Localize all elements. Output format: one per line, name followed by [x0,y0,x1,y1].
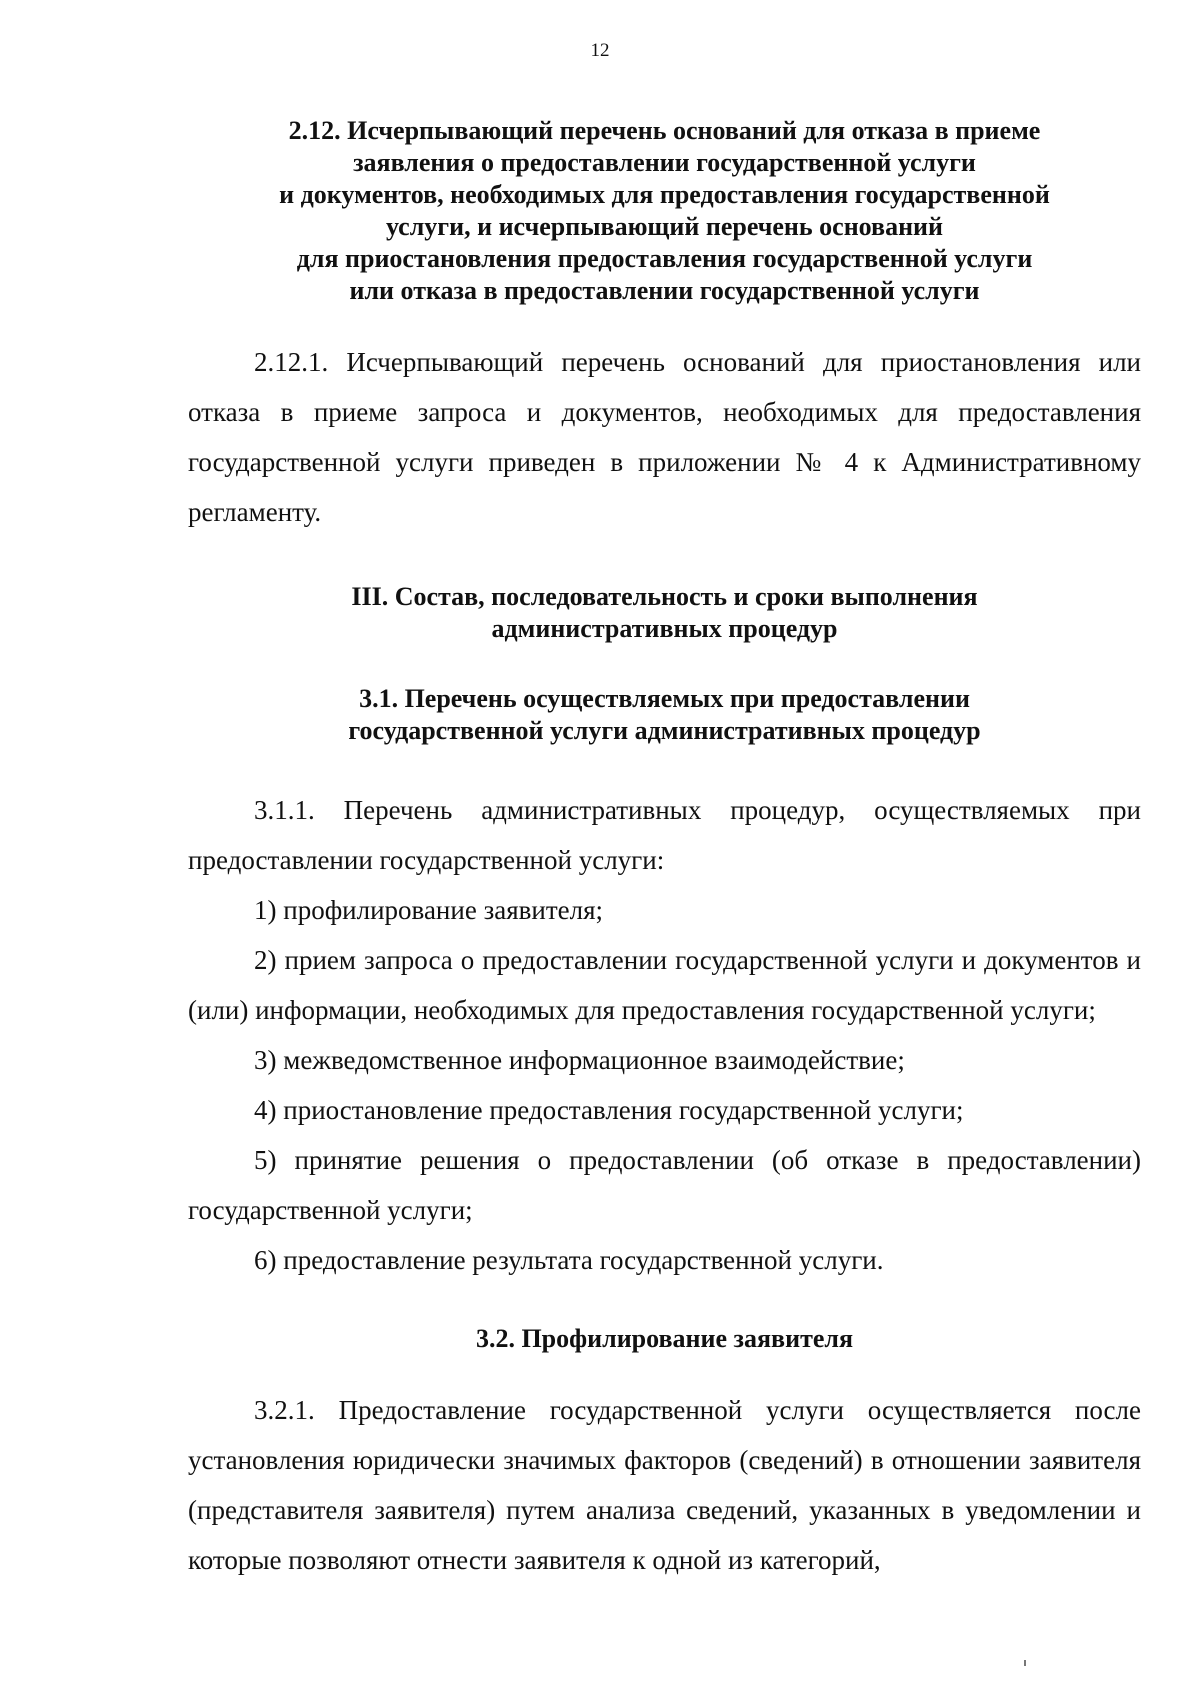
paragraph-3-2-1: 3.2.1. Предоставление государственной услуги осуществляется после установления юридически значимых факторов (сведений) в отношении заявителя (представителя заявителя) путем анализа сведений, указанных в уведомлении и которые позволяют отнести заявителя к одной из категорий, [188,1395,1141,1575]
scan-artifact [1024,1660,1026,1666]
document-body [188,115,1141,1585]
heading-line: услуги, и исчерпывающий перечень оснований [385,212,944,241]
section-3-1-heading [188,683,1141,747]
heading-line: или отказа в предоставлении государственной услуги [349,276,980,305]
list-item: 5) принятие решения о предоставлении (об отказе в предоставлении) государственной услуги; [188,1145,1141,1225]
list-item: 4) приостановление предоставления государственной услуги; [254,1095,964,1125]
list-item: 3) межведомственное информационное взаимодействие; [254,1045,905,1075]
section-2-12-heading [188,115,1141,307]
paragraph-2-12-1: 2.12.1. Исчерпывающий перечень оснований для приостановления или отказа в приеме запроса и документов, необходимых для предоставления государственной услуги приведен в приложении № 4 к Административному регламенту. [188,347,1141,527]
paragraph-3-1-1: 3.1.1. Перечень административных процедур, осуществляемых при предоставлении государственной услуги: [188,795,1141,875]
heading-line: для приостановления предоставления государственной услуги [296,244,1033,273]
heading-line: 3.1. Перечень осуществляемых при предоставлении [359,684,970,713]
heading-line: заявления о предоставлении государственной услуги [353,148,976,177]
heading-line: административных процедур [491,614,838,643]
list-item: 1) профилирование заявителя; [254,895,604,925]
section-3-2-heading: 3.2. Профилирование заявителя [475,1324,854,1353]
list-item: 6) предоставление результата государственной услуги. [254,1245,884,1275]
heading-line: государственной услуги административных процедур [348,716,981,745]
list-item: 2) прием запроса о предоставлении государственной услуги и документов и (или) информации, необходимых для предоставления государственной услуги; [188,945,1141,1025]
page-number: 12 [590,40,610,61]
heading-line: и документов, необходимых для предоставления государственной [279,180,1050,209]
heading-line: III. Состав, последовательность и сроки выполнения [351,582,978,611]
heading-line: 2.12. Исчерпывающий перечень оснований для отказа в приеме [288,116,1041,145]
section-3-heading [188,581,1141,645]
